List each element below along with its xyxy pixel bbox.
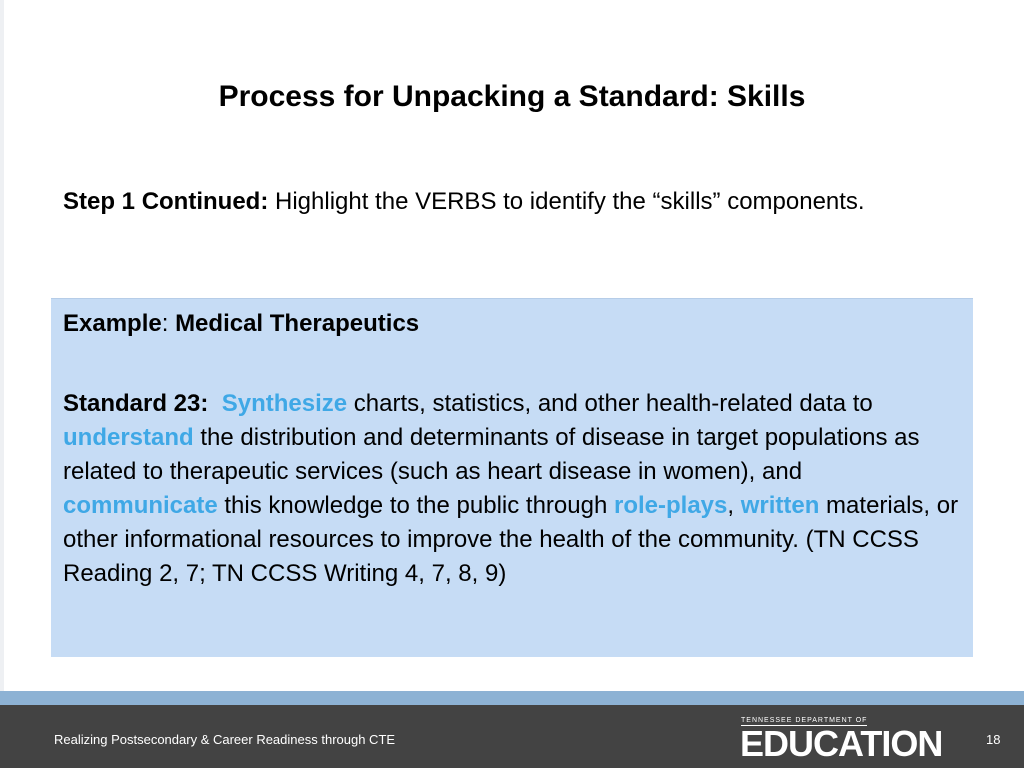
step-label: Step 1 Continued: (63, 188, 269, 215)
example-separator: : (161, 310, 176, 337)
logo-department-text: TENNESSEE DEPARTMENT OF (741, 717, 868, 724)
verb-written: written (740, 492, 820, 519)
example-label: Example (63, 310, 162, 337)
example-box (51, 298, 973, 657)
footer-caption: Realizing Postsecondary & Career Readiness through CTE (54, 732, 396, 747)
verb-understand: understand (63, 424, 194, 451)
verb-role-plays: role-plays (613, 492, 728, 519)
step-description: Highlight the VERBS to identify the “skills” components. (268, 188, 865, 215)
standard-text-segment: this knowledge to the public through (217, 492, 614, 519)
verb-synthesize: Synthesize (221, 390, 348, 417)
standard-label: Standard 23: (63, 390, 209, 417)
step-instruction (63, 184, 943, 220)
slide-title: Process for Unpacking a Standard: Skills (218, 80, 806, 113)
verb-communicate: communicate (63, 492, 218, 519)
example-subject: Medical Therapeutics (175, 310, 420, 337)
footer-accent-band (0, 691, 1024, 705)
logo-education-text: EDUCATION (740, 723, 943, 764)
standard-text-segment: , (727, 492, 741, 519)
standard-text-segment: charts, statistics, and other health-related data to (347, 390, 873, 417)
standard-text (63, 387, 963, 591)
footer (0, 705, 1024, 768)
standard-text-segment: the distribution and determinants of disease in target populations as related to therapeutic services (such as heart disease in women), and (63, 424, 920, 485)
example-heading (63, 307, 419, 341)
education-logo (740, 717, 969, 764)
standard-text-segment: materials, or other informational resources to improve the health of the community. (TN CCSS Reading 2, 7; TN CCSS Writing 4, 7, 8, 9) (63, 492, 959, 587)
page-number: 18 (986, 732, 1001, 747)
